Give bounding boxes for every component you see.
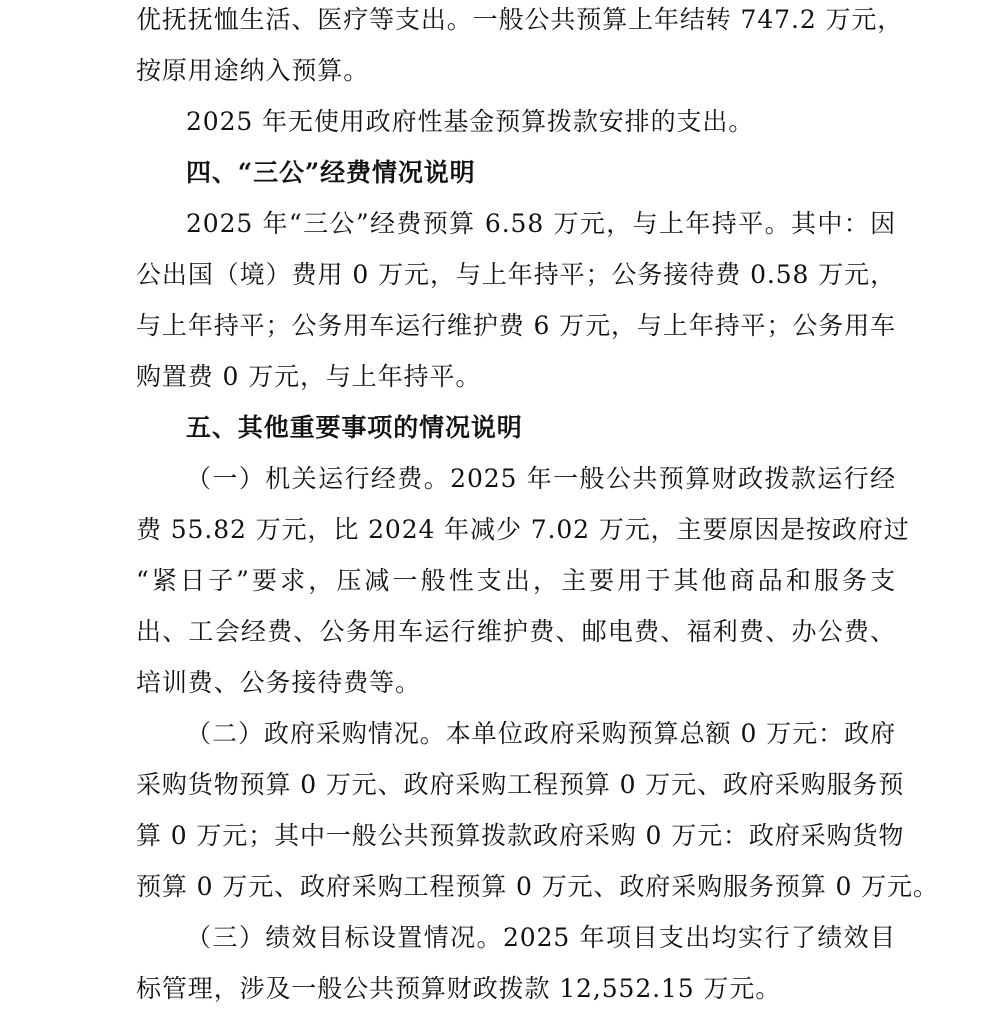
text-line: （二）政府采购情况。本单位政府采购预算总额 0 万元：政府 bbox=[186, 719, 896, 748]
text-line: 出、工会经费、公务用车运行维护费、邮电费、福利费、办公费、 bbox=[136, 617, 896, 646]
text-line: “紧日子”要求，压减一般性支出，主要用于其他商品和服务支 bbox=[136, 566, 896, 595]
text-line: （一）机关运行经费。2025 年一般公共预算财政拨款运行经 bbox=[186, 464, 896, 493]
text-line: 2025 年“三公”经费预算 6.58 万元，与上年持平。其中：因 bbox=[186, 209, 896, 238]
section-heading: 四、“三公”经费情况说明 bbox=[186, 158, 476, 187]
text-line: 2025 年无使用政府性基金预算拨款安排的支出。 bbox=[186, 107, 755, 136]
text-line: 采购货物预算 0 万元、政府采购工程预算 0 万元、政府采购服务预 bbox=[136, 770, 905, 799]
text-line: 费 55.82 万元，比 2024 年减少 7.02 万元，主要原因是按政府过 bbox=[136, 515, 910, 544]
text-line: 公出国（境）费用 0 万元，与上年持平；公务接待费 0.58 万元， bbox=[136, 260, 896, 289]
text-line: 标管理，涉及一般公共预算财政拨款 12,552.15 万元。 bbox=[136, 974, 782, 1003]
text-line: 培训费、公务接待费等。 bbox=[136, 668, 421, 697]
text-line: 算 0 万元；其中一般公共预算拨款政府采购 0 万元：政府采购货物 bbox=[136, 821, 905, 850]
text-line: 预算 0 万元、政府采购工程预算 0 万元、政府采购服务预算 0 万元。 bbox=[136, 872, 939, 901]
section-heading: 五、其他重要事项的情况说明 bbox=[186, 413, 523, 442]
text-line: 购置费 0 万元，与上年持平。 bbox=[136, 362, 482, 391]
text-line: 优抚抚恤生活、医疗等支出。一般公共预算上年结转 747.2 万元， bbox=[136, 5, 904, 34]
text-line: 与上年持平；公务用车运行维护费 6 万元，与上年持平；公务用车 bbox=[136, 311, 896, 340]
text-line: （三）绩效目标设置情况。2025 年项目支出均实行了绩效目 bbox=[186, 923, 896, 952]
document-page bbox=[136, 0, 939, 1014]
text-line: 按原用途纳入预算。 bbox=[136, 56, 370, 85]
